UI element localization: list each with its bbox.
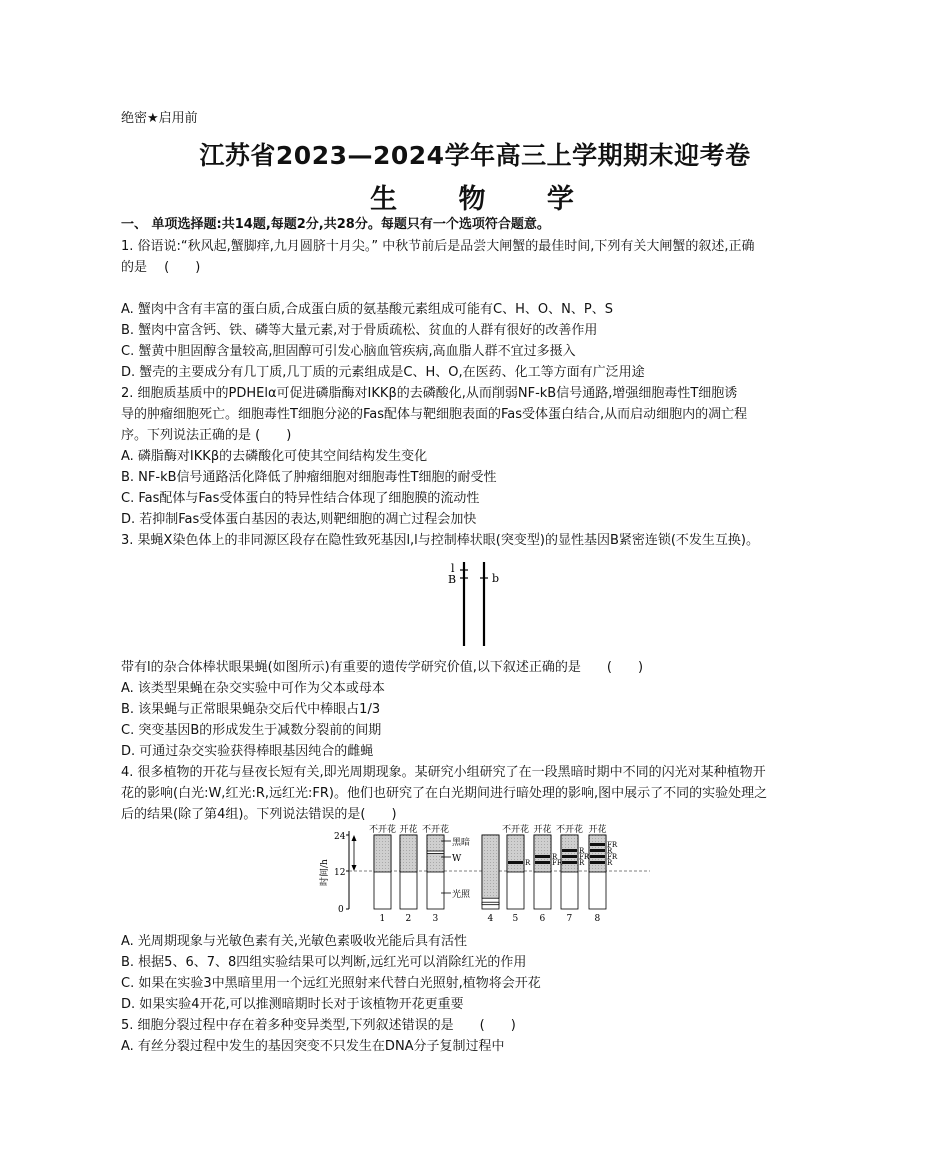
bar-number-4: 4 <box>487 914 494 924</box>
bar-6-dark <box>534 835 551 872</box>
q4-option-a: A. 光周期现象与光敏色素有关,光敏色素吸收光能后具有活性 <box>121 934 468 949</box>
flash-7-2 <box>562 855 577 858</box>
svg-text:24: 24 <box>334 832 346 842</box>
svg-text:12: 12 <box>334 868 346 878</box>
exam-title: 江苏省2023—2024学年高三上学期期末迎考卷 <box>199 141 751 170</box>
y-axis-label: 时间/h <box>320 859 330 886</box>
q5-stem: 5. 细胞分裂过程中存在着多种变异类型,下列叙述错误的是 ( ) <box>121 1018 516 1033</box>
flash-label-6-1: FR <box>552 859 563 867</box>
flash-8-4 <box>590 843 605 846</box>
bar-number-3: 3 <box>432 914 439 924</box>
bar-number-7: 7 <box>566 914 573 924</box>
q1-stem-line1: 1. 俗语说:“秋风起,蟹脚痒,九月圆脐十月尖。” 中秋节前后是品尝大闸蟹的最佳时间,下列有关大闸蟹的叙述,正确 <box>121 239 755 254</box>
flash-label-8-4: FR <box>607 841 618 849</box>
section-heading: 一、 单项选择题:共14题,每题2分,共28分。每题只有一个选项符合题意。 <box>121 217 550 232</box>
bar-4-dark <box>482 835 499 898</box>
flash-6-2 <box>535 855 550 858</box>
bar-5-dark <box>507 835 524 872</box>
bar-number-2: 2 <box>405 914 412 924</box>
q4-option-b: B. 根据5、6、7、8四组实验结果可以判断,远红光可以消除红光的作用 <box>121 955 527 970</box>
outcome-label-2: 开花 <box>399 825 418 835</box>
annot-w: W <box>452 854 462 864</box>
confidential-mark: 绝密★启用前 <box>121 111 198 126</box>
q4-option-d: D. 如果实验4开花,可以推测暗期时长对于该植物开花更重要 <box>121 997 464 1012</box>
flash-label-8-2: FR <box>607 853 618 861</box>
q4-stem-line1: 4. 很多植物的开花与昼夜长短有关,即光周期现象。某研究小组研究了在一段黑暗时期中不同的闪光对某种植物开 <box>121 765 766 780</box>
q2-stem-line1: 2. 细胞质基质中的PDHElα可促进磷脂酶对IKKβ的去磷酸化,从而削弱NF-kB信号通路,增强细胞毒性T细胞诱 <box>121 386 738 401</box>
outcome-label-6: 开花 <box>533 825 552 835</box>
gene-B-label: B <box>448 573 457 586</box>
flash-7-1 <box>562 861 577 864</box>
q3-option-c: C. 突变基因B的形成发生于减数分裂前的间期 <box>121 723 382 738</box>
bar-number-8: 8 <box>594 914 601 924</box>
q4-option-c: C. 如果在实验3中黑暗里用一个远红光照射来代替白光照射,植物将会开花 <box>121 976 541 991</box>
flash-label-7-3: R <box>579 847 585 855</box>
q4-stem-line2: 花的影响(白光:W,红光:R,远红光:FR)。他们也研究了在白光期间进行暗处理的影响,图中展示了不同的实验处理之 <box>121 786 768 801</box>
flash-5-1 <box>508 861 523 864</box>
outcome-label-5: 不开花 <box>501 825 530 835</box>
chromosome-figure <box>440 558 510 650</box>
bar-number-1: 1 <box>379 914 386 924</box>
q2-stem-line3: 序。下列说法正确的是 ( ) <box>121 428 292 443</box>
flash-label-7-1: R <box>579 859 585 867</box>
flash-label-6-2: R <box>552 853 558 861</box>
outcome-label-3: 不开花 <box>421 825 450 835</box>
q3-stem-line1: 3. 果蝇X染色体上的非同源区段存在隐性致死基因l,l与控制棒状眼(突变型)的显性基因B紧密连锁(不发生互换)。 <box>121 533 760 548</box>
q2-option-b: B. NF-kB信号通路活化降低了肿瘤细胞对细胞毒性T细胞的耐受性 <box>121 470 497 485</box>
q1-option-c: C. 蟹黄中胆固醇含量较高,胆固醇可引发心脑血管疾病,高血脂人群不宜过多摄入 <box>121 344 576 359</box>
q1-option-d: D. 蟹壳的主要成分有几丁质,几丁质的元素组成是C、H、O,在医药、化工等方面有广泛用途 <box>121 365 645 380</box>
outcome-label-8: 开花 <box>588 825 607 835</box>
subject-title: 生 物 学 <box>370 184 600 215</box>
outcome-label-1: 不开花 <box>368 825 397 835</box>
q2-option-a: A. 磷脂酶对IKKβ的去磷酸化可使其空间结构发生变化 <box>121 449 428 464</box>
flash-label-8-1: R <box>607 859 613 867</box>
q2-option-d: D. 若抑制Fas受体蛋白基因的表达,则靶细胞的凋亡过程会加快 <box>121 512 477 527</box>
outcome-label-7: 不开花 <box>555 825 584 835</box>
gene-l-label: l <box>451 562 455 575</box>
flash-6-1 <box>535 861 550 864</box>
flash-label-7-2: FR <box>579 853 590 861</box>
gene-b-label: b <box>492 572 500 585</box>
flash-7-3 <box>562 849 577 852</box>
bar-1-dark <box>374 835 391 872</box>
bar-number-5: 5 <box>512 914 519 924</box>
annot-light: 光照 <box>452 890 471 900</box>
q1-stem-line2: 的是 ( ) <box>121 260 201 275</box>
bar-2-dark <box>400 835 417 872</box>
flash-label-8-3: R <box>607 847 613 855</box>
q3-option-b: B. 该果蝇与正常眼果蝇杂交后代中棒眼占1/3 <box>121 702 381 717</box>
q1-option-b: B. 蟹肉中富含钙、铁、磷等大量元素,对于骨质疏松、贫血的人群有很好的改善作用 <box>121 323 598 338</box>
q2-stem-line2: 导的肿瘤细胞死亡。细胞毒性T细胞分泌的Fas配体与靶细胞表面的Fas受体蛋白结合,从而启动细胞内的凋亡程 <box>121 407 748 422</box>
bar-7-dark <box>561 835 578 872</box>
q4-stem-line3: 后的结果(除了第4组)。下列说法错误的是( ) <box>121 807 397 822</box>
bar-number-6: 6 <box>539 914 546 924</box>
bar-8-dark <box>589 835 606 872</box>
flash-8-3 <box>590 849 605 852</box>
q3-stem-line2: 带有l的杂合体棒状眼果蝇(如图所示)有重要的遗传学研究价值,以下叙述正确的是 ( ) <box>121 660 644 675</box>
q5-option-a: A. 有丝分裂过程中发生的基因突变不只发生在DNA分子复制过程中 <box>121 1039 505 1054</box>
flash-8-1 <box>590 861 605 864</box>
svg-text:0: 0 <box>338 905 344 915</box>
q3-option-a: A. 该类型果蝇在杂交实验中可作为父本或母本 <box>121 681 385 696</box>
flash-8-2 <box>590 855 605 858</box>
q2-option-c: C. Fas配体与Fas受体蛋白的特异性结合体现了细胞膜的流动性 <box>121 491 480 506</box>
annot-dark: 黑暗 <box>452 838 471 848</box>
photoperiod-figure <box>310 823 655 925</box>
q3-option-d: D. 可通过杂交实验获得棒眼基因纯合的雌蝇 <box>121 744 374 759</box>
flash-label-5-1: R <box>525 859 531 867</box>
q1-option-a: A. 蟹肉中含有丰富的蛋白质,合成蛋白质的氨基酸元素组成可能有C、H、O、N、P、S <box>121 302 613 317</box>
